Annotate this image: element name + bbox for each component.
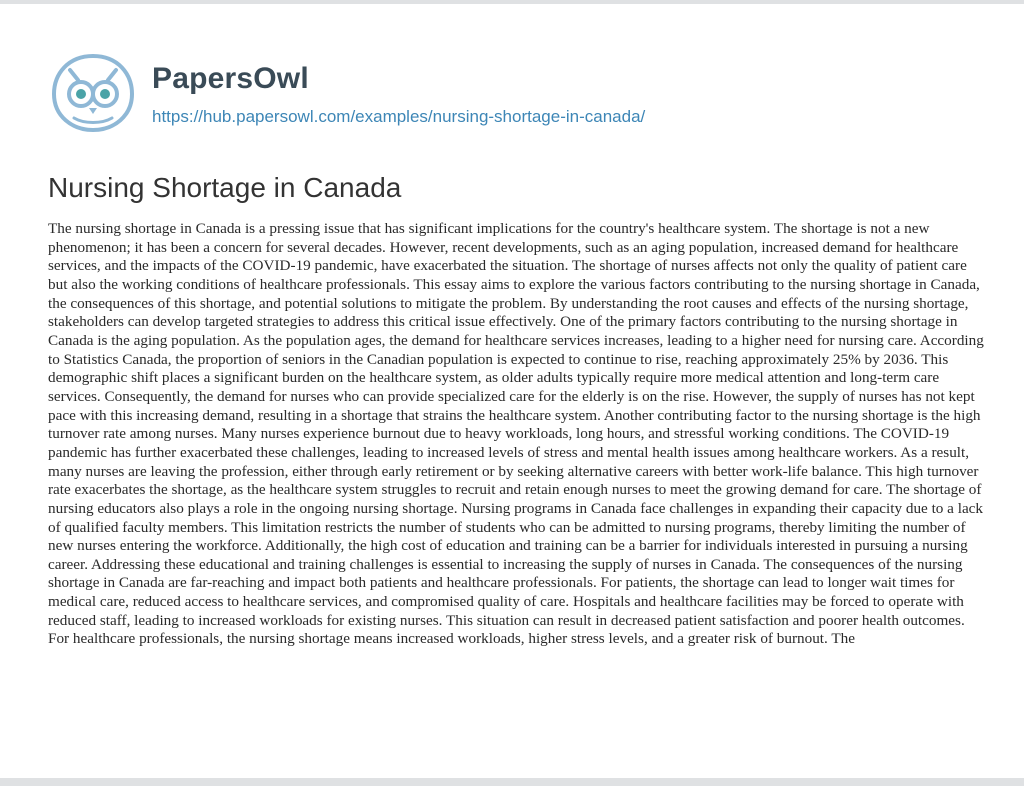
document-body: The nursing shortage in Canada is a pressing issue that has significant implications for the country's healthcare system. The shortage is not a new phenomenon; it has been a concern for several decades. However, recent developments, such as an aging population, increased demand for healthcare services, and the impacts of the COVID-19 pandemic, have exacerbated the situation. The shortage of nurses affects not only the quality of patient care but also the working conditions of healthcare professionals. This essay aims to explore the various factors contributing to the nursing shortage in Canada, the consequences of this shortage, and potential solutions to mitigate the problem. By understanding the root causes and effects of the nursing shortage, stakeholders can develop targeted strategies to address this critical issue effectively. One of the primary factors contributing to the nursing shortage in Canada is the aging population. As the population ages, the demand for healthcare services increases, leading to a higher need for nursing care. According to Statistics Canada, the proportion of seniors in the Canadian population is expected to continue to rise, reaching approximately 25% by 2036. This demographic shift places a significant burden on the healthcare system, as older adults typically require more medical attention and long-term care services. Consequently, the demand for nurses who can provide specialized care for the elderly is on the rise. However, the supply of nurses has not kept pace with this increasing demand, resulting in a shortage that strains the healthcare system. Another contributing factor to the nursing shortage is the high turnover rate among nurses. Many nurses experience burnout due to heavy workloads, long hours, and stressful working conditions. The COVID-19 pandemic has further exacerbated these challenges, leading to increased levels of stress and mental health issues among healthcare workers. As a result, many nurses are leaving the profession, either through early retirement or by seeking alternative careers with better work-life balance. This high turnover rate exacerbates the shortage, as the healthcare system struggles to recruit and retain enough nurses to meet the growing demand for care. The shortage of nursing educators also plays a role in the ongoing nursing shortage. Nursing programs in Canada face challenges in expanding their capacity due to a lack of qualified faculty members. This limitation restricts the number of students who can be admitted to nursing programs, thereby limiting the number of new nurses entering the workforce. Additionally, the high cost of education and training can be a barrier for individuals interested in pursuing a nursing career. Addressing these educational and training challenges is essential to increasing the supply of nurses in Canada. The consequences of the nursing shortage in Canada are far-reaching and impact both patients and healthcare professionals. For patients, the shortage can lead to longer wait times for medical care, reduced access to healthcare services, and compromised quality of care. Hospitals and healthcare facilities may be forced to operate with reduced staff, leading to increased workloads for existing nurses. This situation can result in decreased patient satisfaction and poorer health outcomes. For healthcare professionals, the nursing shortage means increased workloads, higher stress levels, and a greater risk of burnout. The (48, 220, 984, 648)
source-url-link[interactable]: https://hub.papersowl.com/examples/nursing-shortage-in-canada/ (152, 107, 646, 126)
owl-icon[interactable] (48, 48, 138, 136)
site-header (48, 52, 645, 148)
brand-block (152, 62, 645, 128)
top-divider (0, 0, 1024, 4)
bottom-divider (0, 778, 1024, 786)
brand-name[interactable]: PapersOwl (152, 62, 309, 95)
document-title: Nursing Shortage in Canada (48, 172, 402, 203)
